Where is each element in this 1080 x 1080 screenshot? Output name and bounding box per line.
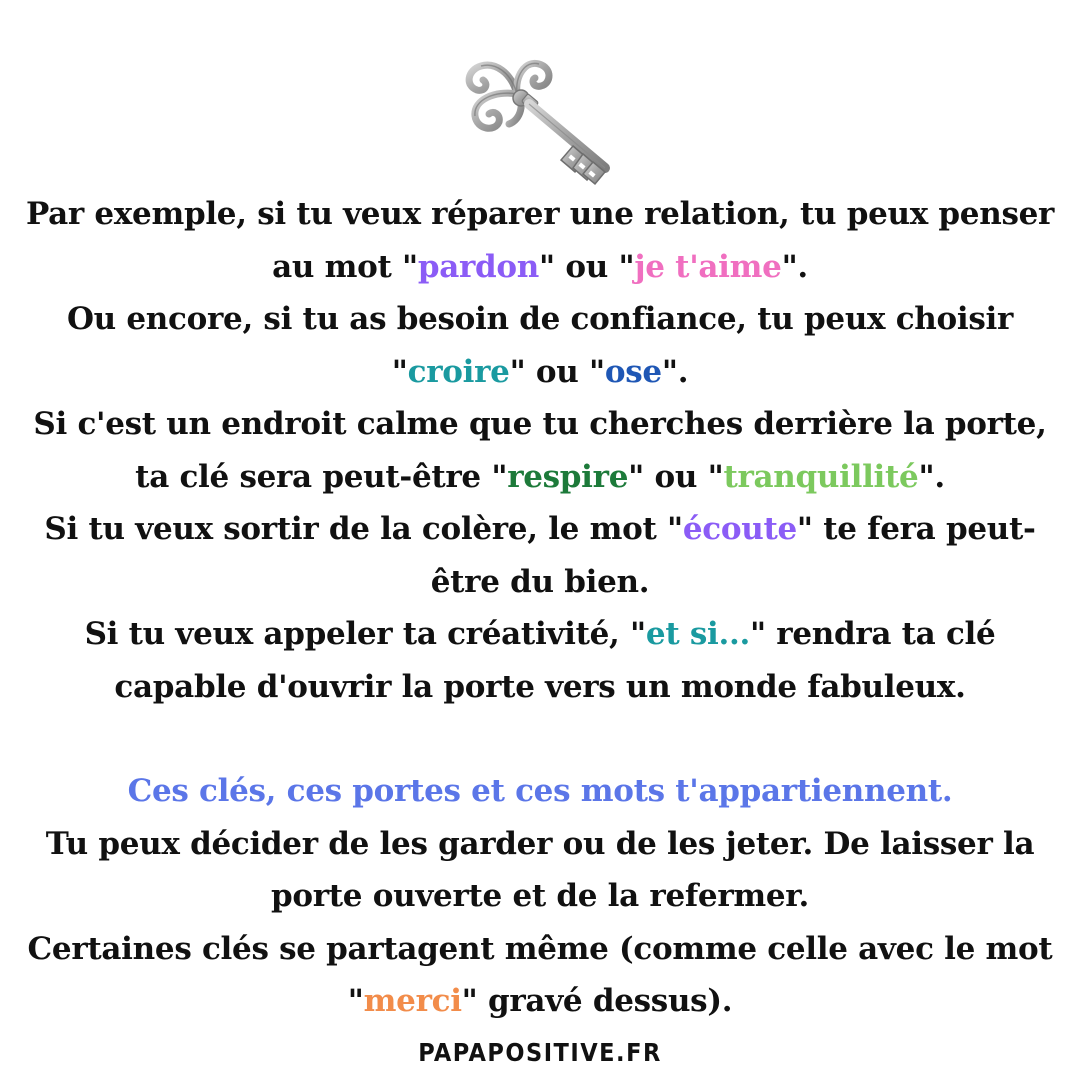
keyword-je-t-aime: je t'aime	[634, 248, 782, 285]
paragraph-colere	[20, 503, 1060, 608]
text-segment: ".	[918, 458, 945, 495]
paragraph-partage	[20, 923, 1060, 1028]
paragraph-creativite	[20, 608, 1060, 713]
paragraph-spacer	[20, 713, 1060, 765]
ornate-key-icon	[455, 50, 625, 190]
text-segment: Certaines clés se partagent même (comme celle avec le mot "	[27, 930, 1053, 1019]
text-segment: " ou "	[539, 248, 635, 285]
text-segment: ".	[661, 353, 689, 390]
text-segment: " rendra ta clé capable d'ouvrir la porte vers un monde fabuleux.	[114, 616, 996, 705]
site-footer-link[interactable]: PAPAPOSITIVE.FR	[418, 1038, 662, 1067]
text-segment: Ou encore, si tu as besoin de confiance, tu peux choisir "	[66, 301, 1014, 390]
paragraph-confiance	[20, 293, 1060, 398]
keyword-croire: croire	[407, 353, 510, 390]
article-text	[20, 188, 1060, 1028]
keyword-merci: merci	[363, 983, 462, 1019]
keyword-respire: respire	[507, 458, 629, 495]
text-segment: " ou "	[628, 458, 724, 495]
paragraph-relation	[20, 188, 1060, 293]
paragraph-calme	[20, 398, 1060, 503]
keyword-et-si: et si...	[645, 616, 750, 652]
text-segment: Si c'est un endroit calme que tu cherches derrière la porte, ta clé sera peut-être "	[33, 406, 1047, 495]
paragraph-appartiennent: Ces clés, ces portes et ces mots t'appartiennent.	[127, 773, 953, 809]
keyword-pardon: pardon	[417, 248, 540, 285]
text-segment: ".	[781, 248, 808, 285]
text-segment: " te fera peut-être du bien.	[430, 511, 1036, 600]
text-segment: Par exemple, si tu veux réparer une relation, tu peux penser au mot "	[25, 196, 1055, 285]
text-segment: Si tu veux appeler ta créativité, "	[84, 616, 646, 652]
paragraph-garder-jeter: Tu peux décider de les garder ou de les jeter. De laisser la porte ouverte et de la refermer.	[45, 825, 1035, 914]
keyword-tranquillite: tranquillité	[723, 458, 919, 495]
text-segment: Si tu veux sortir de la colère, le mot "	[44, 511, 683, 547]
text-segment: " ou "	[509, 353, 605, 390]
text-segment: " gravé dessus).	[461, 983, 733, 1019]
keyword-ecoute: écoute	[682, 511, 797, 547]
keyword-ose: ose	[604, 353, 662, 390]
